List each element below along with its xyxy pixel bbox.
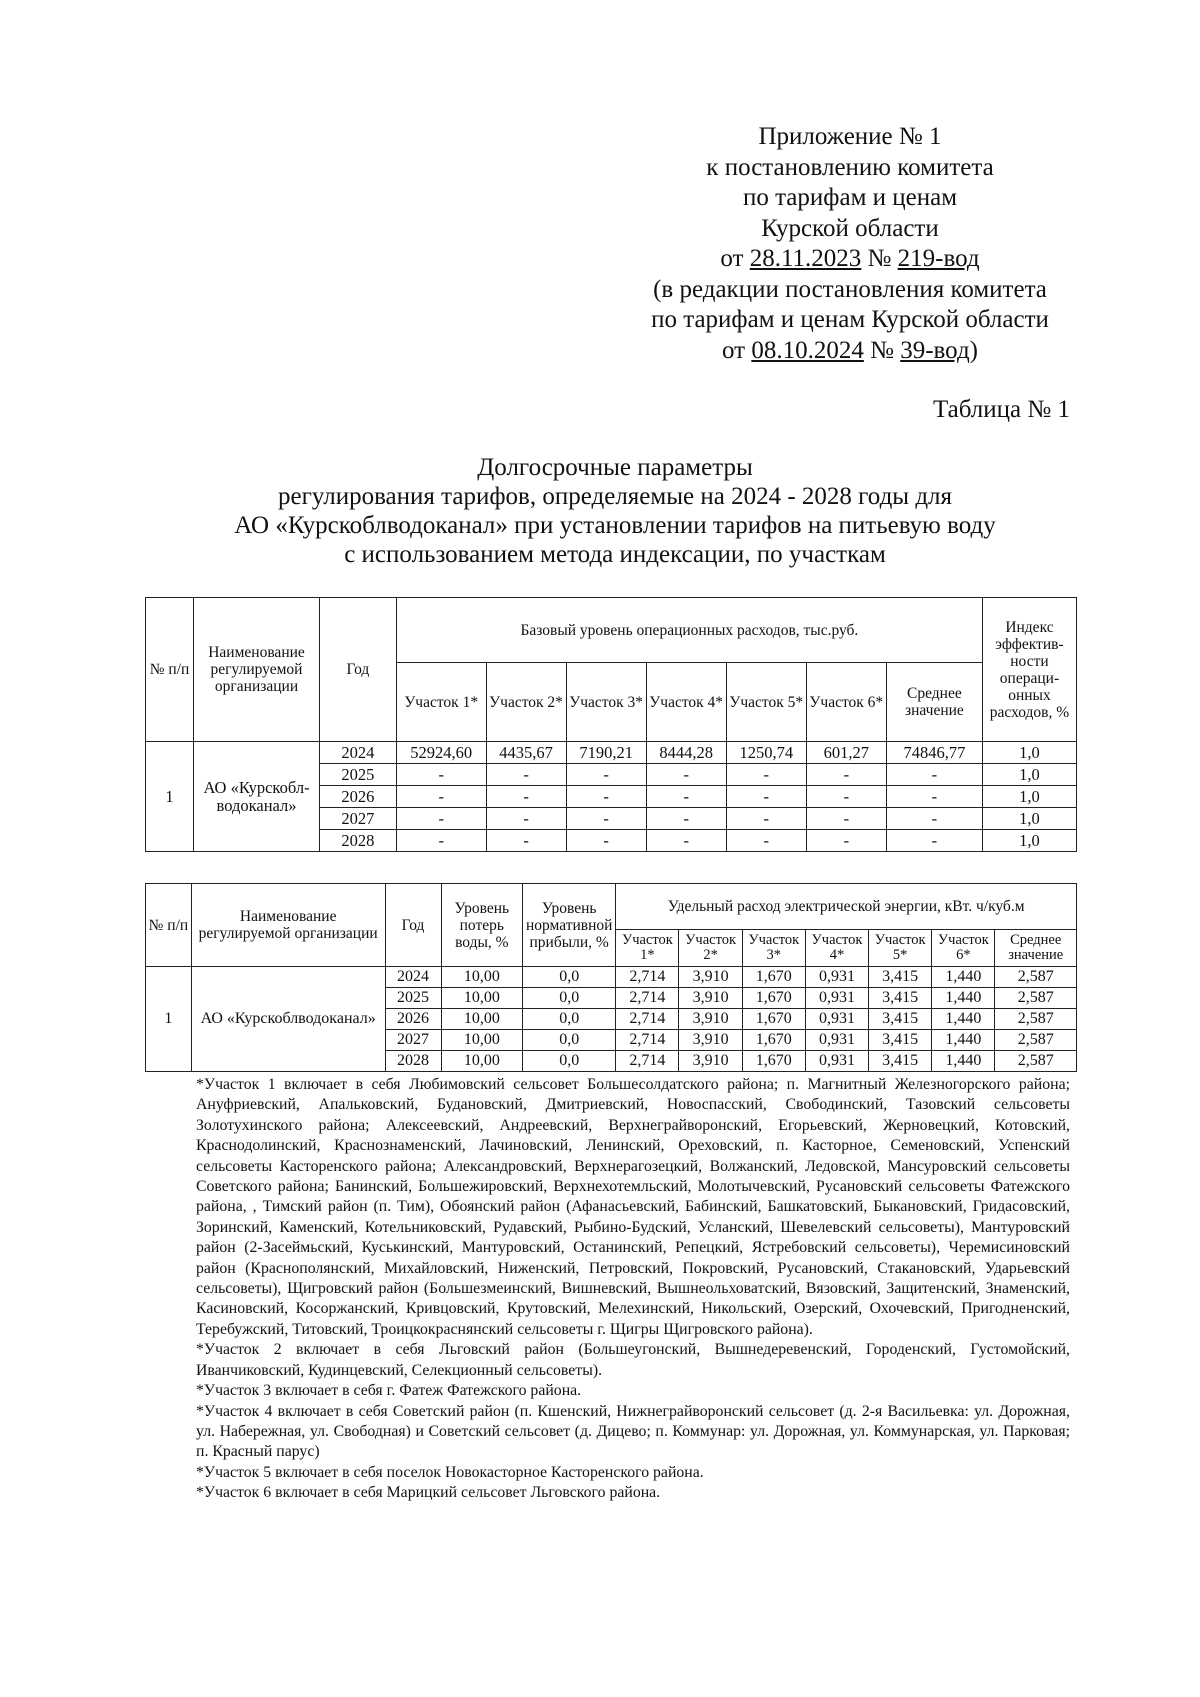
energy-cell: 1,670 — [742, 988, 805, 1009]
average-cell: 2,587 — [995, 1030, 1077, 1051]
footnotes — [196, 1075, 1070, 1504]
value-cell: 1250,74 — [726, 742, 806, 764]
value-cell: - — [566, 808, 646, 830]
col-header-org: Наименование регулируемой организации — [194, 598, 320, 742]
col-header-normative-profit: Уровень нормативной прибыли, % — [523, 884, 616, 967]
loss-cell: 10,00 — [441, 1030, 523, 1051]
loss-cell: 10,00 — [441, 1009, 523, 1030]
org-name: АО «Курскобл-водоканал» — [194, 742, 320, 852]
col-header-section-6: Участок 6* — [806, 663, 886, 742]
energy-cell: 3,415 — [869, 1051, 932, 1072]
average-cell: - — [886, 830, 982, 852]
year-cell: 2024 — [320, 742, 397, 764]
appendix-line: Приложение № 1 — [758, 123, 942, 150]
index-cell: 1,0 — [982, 830, 1076, 852]
energy-cell: 1,440 — [932, 988, 995, 1009]
value-cell: - — [566, 764, 646, 786]
value-cell: - — [396, 830, 486, 852]
energy-cell: 2,714 — [616, 967, 679, 988]
value-cell: 7190,21 — [566, 742, 646, 764]
average-cell: 2,587 — [995, 988, 1077, 1009]
col-header-num: № п/п — [146, 598, 194, 742]
col-header-efficiency-index: Индекс эффектив-ности операци-онных расходов, % — [982, 598, 1076, 742]
title-line: с использованием метода индексации, по участкам — [344, 541, 886, 568]
value-cell: - — [566, 830, 646, 852]
decree-date: 28.11.2023 — [749, 245, 862, 272]
value-cell: - — [726, 808, 806, 830]
col-header-average: Среднее значение — [886, 663, 982, 742]
footnote-section-1: *Участок 1 включает в себя Любимовский сельсовет Большесолдатского района; п. Магнитный Железногорского района; Ануфриевский, Апальковский, Будановский, Дмитриевский, Новоспасский, Свободинский, Тазовский сельсоветы Золотухинского района; Алексеевский, Андреевский, Верхнеграйворонский, Егорьевский, Жерновецкий, Котовский, Краснодолинский, Краснознаменский, Лачиновский, Ленинский, Ореховский, п. Касторное, Семеновский, Успенский сельсоветы Касторенского района; Александровский, Верхнерагозецкий, Волжанский, Ледовской, Мансуровский сельсоветы Советского района; Банинский, Большежировский, Верхнехотемльский, Молотычевский, Русановский сельсоветы Фатежского района, , Тимский район (п. Тим), Обоянский район (Афанасьевский, Бабинский, Башкатовский, Быкановский, Гридасовский, Зоринский, Каменский, Котельниковский, Рудавский, Рыбино-Будский, Усланский, Шевелевский сельсоветы), Мантуровский район (2-Засеймьский, Куськинский, Мантуровский, Останинский, Репецкий, Ястребовский сельсоветы), Черемисиновский район (Краснополянский, Михайловский, Ниженский, Петровский, Покровский, Русановский, Стакановский, Ударьевский сельсоветы), Щигровский район (Большезмеинский, Вишневский, Вышнеольховатский, Вязовский, Защитенский, Знаменский, Касиновский, Косоржанский, Кривцовский, Крутовский, Мелехинский, Никольский, Озерский, Охочевский, Пригодненский, Теребужский, Титовский, Троицкокраснянский сельсоветы г. Щигры Щигровского района). — [196, 1076, 1070, 1338]
value-cell: - — [806, 764, 886, 786]
energy-cell: 0,931 — [805, 1030, 868, 1051]
decree-number: 219-вод — [897, 245, 980, 272]
title-line: Долгосрочные параметры — [477, 454, 753, 481]
year-cell: 2028 — [320, 830, 397, 852]
col-header-year: Год — [385, 884, 441, 967]
col-header-section-4: Участок 4* — [805, 930, 868, 967]
average-cell: - — [886, 808, 982, 830]
value-cell: 4435,67 — [486, 742, 566, 764]
energy-cell: 2,714 — [616, 988, 679, 1009]
footnote-section-2: *Участок 2 включает в себя Льговский район (Большеугонский, Вышнедеревенский, Городенский, Густомойский, Иванчиковский, Кудинцевский, Селекционный сельсоветы). — [196, 1341, 1070, 1379]
energy-cell: 3,910 — [679, 1051, 742, 1072]
amend-number: 39-вод — [900, 336, 970, 364]
footnote-section-3: *Участок 3 включает в себя г. Фатеж Фатежского района. — [196, 1382, 582, 1400]
energy-cell: 0,931 — [805, 1009, 868, 1030]
average-cell: 2,587 — [995, 967, 1077, 988]
year-cell: 2026 — [385, 1009, 441, 1030]
energy-cell: 2,714 — [616, 1030, 679, 1051]
col-header-section-3: Участок 3* — [566, 663, 646, 742]
energy-cell: 1,440 — [932, 1051, 995, 1072]
year-cell: 2025 — [385, 988, 441, 1009]
text-fragment: от — [720, 245, 750, 272]
table-row — [146, 967, 1077, 988]
year-cell: 2027 — [320, 808, 397, 830]
energy-cell: 1,440 — [932, 1030, 995, 1051]
energy-cell: 3,910 — [679, 1009, 742, 1030]
value-cell: - — [396, 764, 486, 786]
text-fragment: № — [863, 336, 901, 364]
energy-cell: 1,670 — [742, 967, 805, 988]
table-row — [146, 742, 1077, 764]
col-header-average: Среднее значение — [995, 930, 1077, 967]
value-cell: - — [396, 808, 486, 830]
value-cell: - — [726, 786, 806, 808]
document-title — [150, 453, 1080, 569]
col-header-section-5: Участок 5* — [869, 930, 932, 967]
value-cell: - — [646, 808, 726, 830]
year-cell: 2028 — [385, 1051, 441, 1072]
energy-cell: 1,440 — [932, 967, 995, 988]
energy-cell: 0,931 — [805, 967, 868, 988]
value-cell: - — [726, 830, 806, 852]
col-header-base-costs: Базовый уровень операционных расходов, тыс.руб. — [396, 598, 982, 663]
text-fragment: № — [861, 245, 898, 272]
average-cell: 2,587 — [995, 1051, 1077, 1072]
energy-cell: 2,714 — [616, 1051, 679, 1072]
value-cell: - — [486, 830, 566, 852]
footnote-section-6: *Участок 6 включает в себя Марицкий сельсовет Льговского района. — [196, 1484, 661, 1502]
value-cell: - — [396, 786, 486, 808]
value-cell: - — [486, 808, 566, 830]
value-cell: - — [806, 830, 886, 852]
water-energy-table — [145, 883, 1077, 1072]
energy-cell: 1,670 — [742, 1030, 805, 1051]
energy-cell: 0,931 — [805, 1051, 868, 1072]
value-cell: - — [486, 786, 566, 808]
value-cell: 8444,28 — [646, 742, 726, 764]
energy-cell: 3,415 — [869, 988, 932, 1009]
text-fragment: ) — [969, 336, 978, 364]
average-cell: - — [886, 764, 982, 786]
appendix-date-line — [630, 336, 1070, 367]
energy-cell: 3,415 — [869, 967, 932, 988]
index-cell: 1,0 — [982, 786, 1076, 808]
value-cell: - — [646, 786, 726, 808]
appendix-line: по тарифам и ценам Курской области — [651, 306, 1049, 333]
year-cell: 2025 — [320, 764, 397, 786]
average-cell: 2,587 — [995, 1009, 1077, 1030]
index-cell: 1,0 — [982, 742, 1076, 764]
row-num: 1 — [146, 742, 194, 852]
energy-cell: 1,670 — [742, 1009, 805, 1030]
loss-cell: 10,00 — [441, 1051, 523, 1072]
profit-cell: 0,0 — [523, 988, 616, 1009]
title-line: АО «Курскоблводоканал» при установлении тарифов на питьевую воду — [234, 512, 996, 539]
appendix-line: (в редакции постановления комитета — [653, 275, 1047, 303]
col-header-section-2: Участок 2* — [679, 930, 742, 967]
index-cell: 1,0 — [982, 808, 1076, 830]
average-cell: - — [886, 786, 982, 808]
footnote-section-4: *Участок 4 включает в себя Советский район (п. Кшенский, Нижнеграйворонский сельсовет (д. 2-я Васильевка: ул. Дорожная, ул. Набережная, ул. Свободная) и Советский сельсовет (д. Дицево; п. Коммунар: ул. Дорожная, ул. Коммунарская, ул. Парковая; п. Красный парус) — [196, 1402, 1070, 1461]
energy-cell: 3,415 — [869, 1009, 932, 1030]
value-cell: - — [726, 764, 806, 786]
col-header-section-2: Участок 2* — [486, 663, 566, 742]
energy-cell: 3,910 — [679, 988, 742, 1009]
base-costs-table — [145, 597, 1077, 852]
org-name: АО «Курскоблводоканал» — [191, 967, 385, 1072]
col-header-section-6: Участок 6* — [932, 930, 995, 967]
col-header-section-1: Участок 1* — [396, 663, 486, 742]
col-header-section-3: Участок 3* — [742, 930, 805, 967]
col-header-energy: Удельный расход электрической энергии, кВт. ч/куб.м — [616, 884, 1077, 930]
col-header-section-4: Участок 4* — [646, 663, 726, 742]
value-cell: - — [806, 808, 886, 830]
profit-cell: 0,0 — [523, 1030, 616, 1051]
col-header-num: № п/п — [146, 884, 192, 967]
row-num: 1 — [146, 967, 192, 1072]
amend-date: 08.10.2024 — [751, 336, 864, 364]
value-cell: - — [486, 764, 566, 786]
energy-cell: 2,714 — [616, 1009, 679, 1030]
value-cell: - — [566, 786, 646, 808]
col-header-org: Наименование регулируемой организации — [191, 884, 385, 967]
appendix-line: по тарифам и ценам — [742, 184, 958, 211]
col-header-section-5: Участок 5* — [726, 663, 806, 742]
col-header-water-loss: Уровень потерь воды, % — [441, 884, 523, 967]
text-fragment: от — [721, 336, 752, 364]
index-cell: 1,0 — [982, 764, 1076, 786]
appendix-date-line — [630, 244, 1070, 275]
footnote-section-5: *Участок 5 включает в себя поселок Новокасторное Касторенского района. — [196, 1463, 704, 1481]
table-label: Таблица № 1 — [932, 396, 1070, 423]
appendix-line: к постановлению комитета — [706, 153, 994, 181]
value-cell: 601,27 — [806, 742, 886, 764]
profit-cell: 0,0 — [523, 967, 616, 988]
appendix-header — [630, 122, 1070, 366]
year-cell: 2026 — [320, 786, 397, 808]
value-cell: - — [646, 764, 726, 786]
average-cell: 74846,77 — [886, 742, 982, 764]
value-cell: - — [806, 786, 886, 808]
energy-cell: 1,670 — [742, 1051, 805, 1072]
col-header-section-1: Участок 1* — [616, 930, 679, 967]
profit-cell: 0,0 — [523, 1051, 616, 1072]
value-cell: 52924,60 — [396, 742, 486, 764]
energy-cell: 1,440 — [932, 1009, 995, 1030]
energy-cell: 3,910 — [679, 967, 742, 988]
value-cell: - — [646, 830, 726, 852]
profit-cell: 0,0 — [523, 1009, 616, 1030]
year-cell: 2024 — [385, 967, 441, 988]
energy-cell: 3,415 — [869, 1030, 932, 1051]
col-header-year: Год — [320, 598, 397, 742]
loss-cell: 10,00 — [441, 988, 523, 1009]
title-line: регулирования тарифов, определяемые на 2024 - 2028 годы для — [277, 483, 953, 510]
year-cell: 2027 — [385, 1030, 441, 1051]
energy-cell: 0,931 — [805, 988, 868, 1009]
loss-cell: 10,00 — [441, 967, 523, 988]
appendix-line: Курской области — [761, 214, 939, 242]
energy-cell: 3,910 — [679, 1030, 742, 1051]
